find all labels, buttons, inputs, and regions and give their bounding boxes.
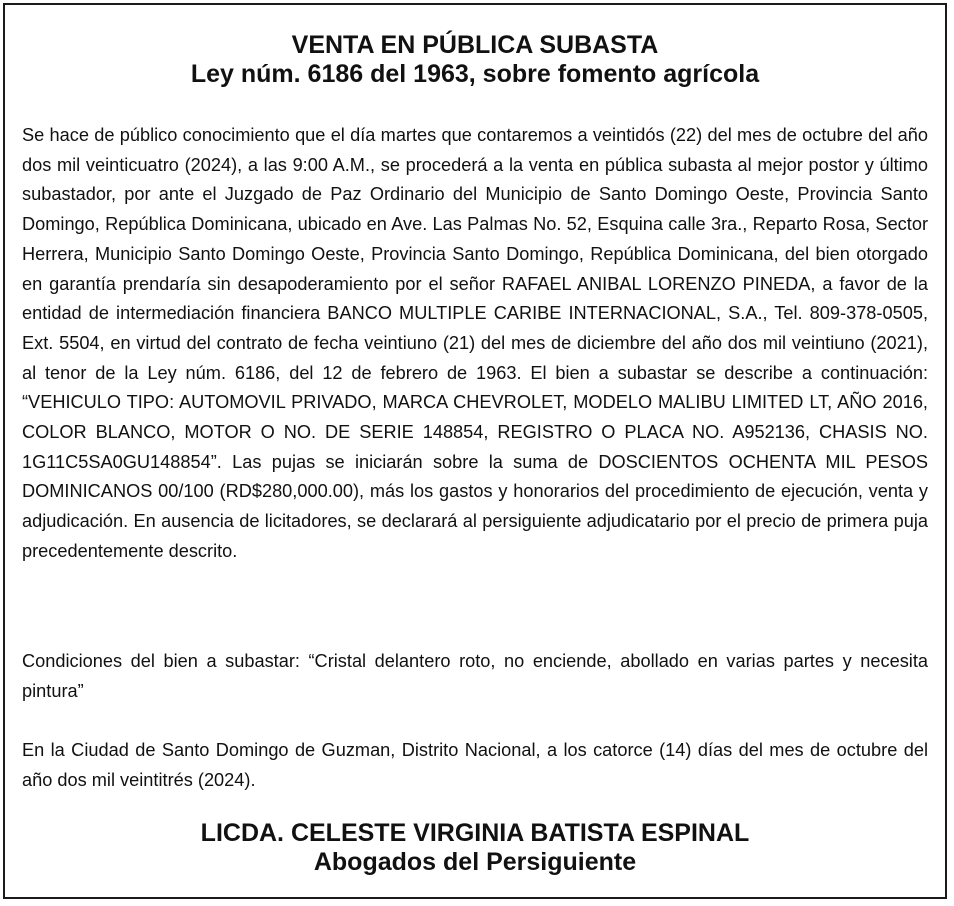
location-date-paragraph: En la Ciudad de Santo Domingo de Guzman, Distrito Nacional, a los catorce (14) días del mes de octubre del año dos mil veintitrés (2024). bbox=[22, 740, 928, 790]
notice-body-paragraph: Se hace de público conocimiento que el día martes que contaremos a veintidós (22) del mes de octubre del año dos mil veinticuatro (2024), a las 9:00 A.M., se procederá a la venta en pública subasta al mejor postor y último subastador, por ante el Juzgado de Paz Ordinario del Municipio de Santo Domingo Oeste, Provincia Santo Domingo, República Dominicana, ubicado en Ave. Las Palmas No. 52, Esquina calle 3ra., Reparto Rosa, Sector Herrera, Municipio Santo Domingo Oeste, Provincia Santo Domingo, República Dominicana, del bien otorgado en garantía prendaría sin desapoderamiento por el señor RAFAEL ANIBAL LORENZO PINEDA, a favor de la entidad de intermediación financiera BANCO MULTIPLE CARIBE INTERNACIONAL, S.A., Tel. 809-378-0505, Ext. 5504, en virtud del contrato de fecha veintiuno (21) del mes de diciembre del año dos mil veintiuno (2021), al tenor de la Ley núm. 6186, del 12 de febrero de 1963. El bien a subastar se describe a continuación: “VEHICULO TIPO: AUTOMOVIL PRIVADO, MARCA CHEVROLET, MODELO MALIBU LIMITED LT, AÑO 2016, COLOR BLANCO, MOTOR O NO. DE SERIE 148854, REGISTRO O PLACA NO. A952136, CHASIS NO. 1G11C5SA0GU148854”. Las pujas se iniciarán sobre la suma de DOSCIENTOS OCHENTA MIL PESOS DOMINICANOS 00/100 (RD$280,000.00), más los gastos y honorarios del procedimiento de ejecución, venta y adjudicación. En ausencia de licitadores, se declarará al persiguiente adjudicatario por el precio de primera puja precedentemente descrito. bbox=[22, 125, 928, 561]
signatory-role: Abogados del Persiguiente bbox=[313, 848, 637, 876]
notice-title-line-2: Ley núm. 6186 del 1963, sobre fomento agrícola bbox=[190, 60, 760, 88]
legal-notice bbox=[3, 3, 947, 899]
notice-title bbox=[5, 31, 945, 89]
signatory-name: LICDA. CELESTE VIRGINIA BATISTA ESPINAL bbox=[200, 819, 750, 847]
notice-title-line-1: VENTA EN PÚBLICA SUBASTA bbox=[291, 31, 659, 59]
conditions-paragraph: Condiciones del bien a subastar: “Cristal delantero roto, no enciende, abollado en varias partes y necesita pintura” bbox=[22, 651, 928, 701]
signature-block bbox=[5, 819, 945, 877]
